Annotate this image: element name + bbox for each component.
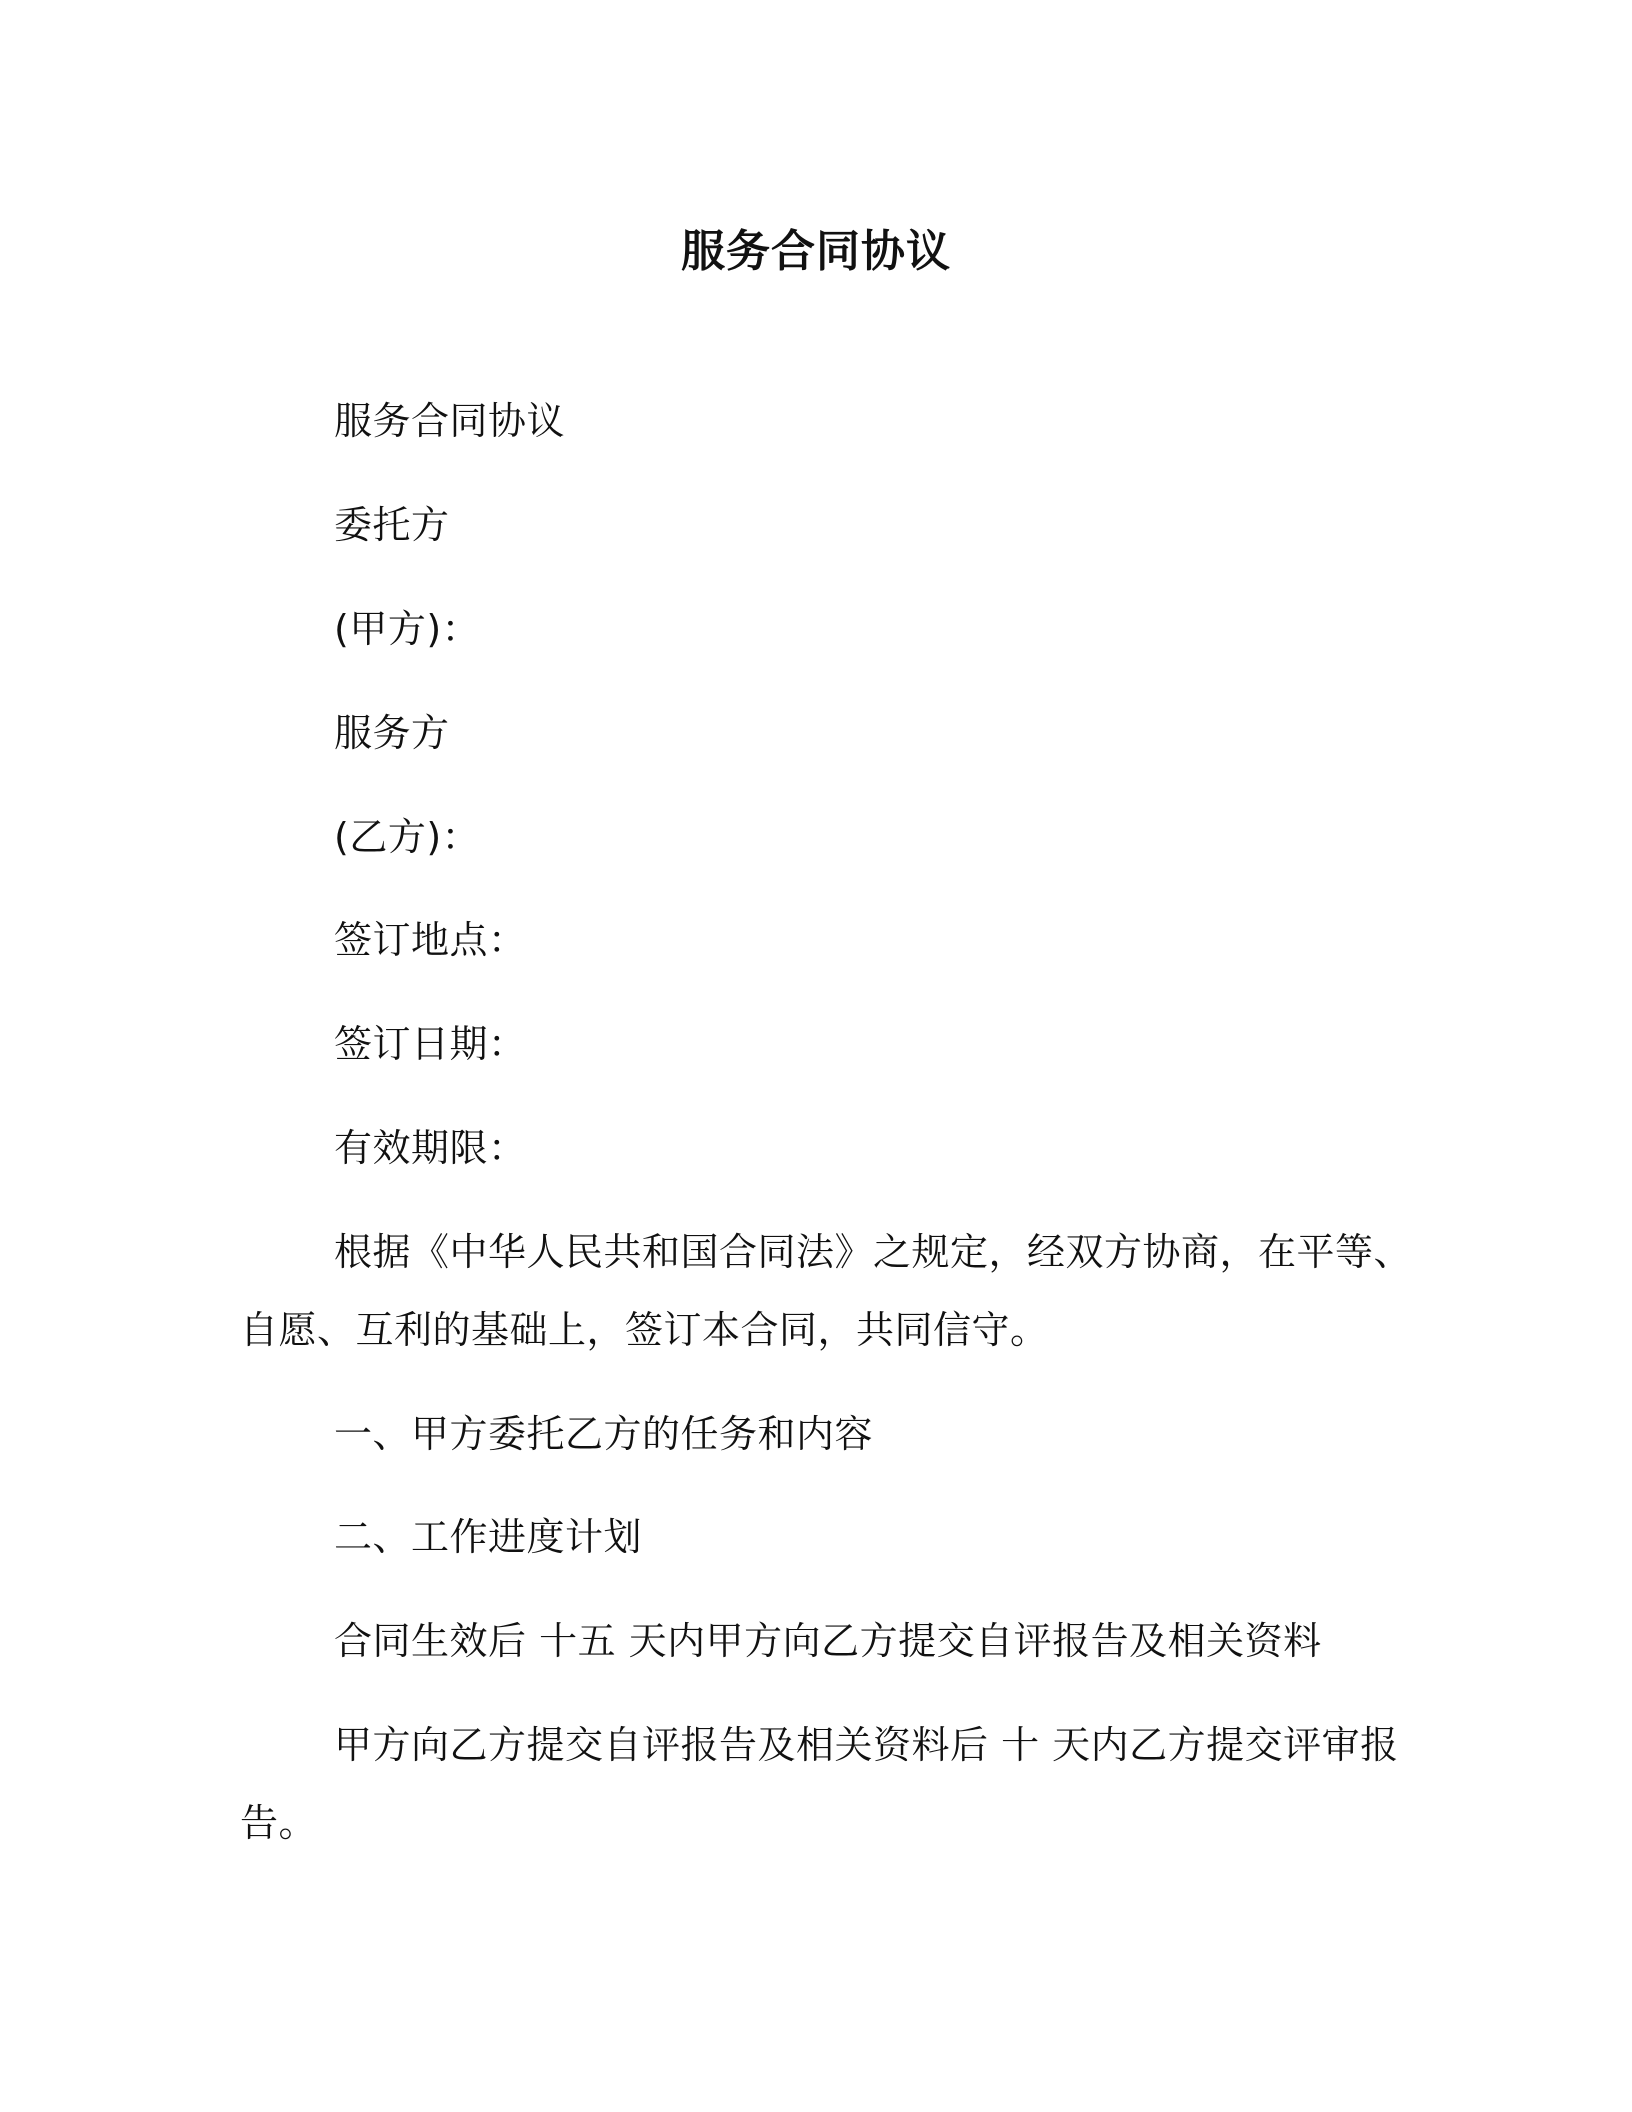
party-a-label: (甲方)： — [334, 607, 481, 651]
client-label: 委托方 — [334, 503, 450, 547]
schedule-item-2-line-1: 甲方向乙方提交自评报告及相关资料后 十 天内乙方提交评审报 — [334, 1723, 1399, 1767]
section-1-heading: 一、甲方委托乙方的任务和内容 — [334, 1412, 874, 1456]
section-2-heading: 二、工作进度计划 — [334, 1515, 643, 1559]
schedule-item-2-line-2: 告。 — [240, 1801, 318, 1845]
validity-period-label: 有效期限： — [334, 1126, 527, 1170]
document-title: 服务合同协议 — [681, 226, 951, 277]
contract-name-line: 服务合同协议 — [334, 399, 566, 443]
service-provider-label: 服务方 — [334, 711, 450, 755]
schedule-item-1: 合同生效后 十五 天内甲方向乙方提交自评报告及相关资料 — [334, 1619, 1322, 1663]
preamble-line-1: 根据《中华人民共和国合同法》之规定，经双方协商，在平等、 — [334, 1230, 1413, 1274]
preamble-line-2: 自愿、互利的基础上，签订本合同，共同信守。 — [240, 1308, 1049, 1352]
signing-date-label: 签订日期： — [334, 1022, 527, 1066]
party-b-label: (乙方)： — [334, 815, 481, 859]
signing-location-label: 签订地点： — [334, 918, 527, 962]
